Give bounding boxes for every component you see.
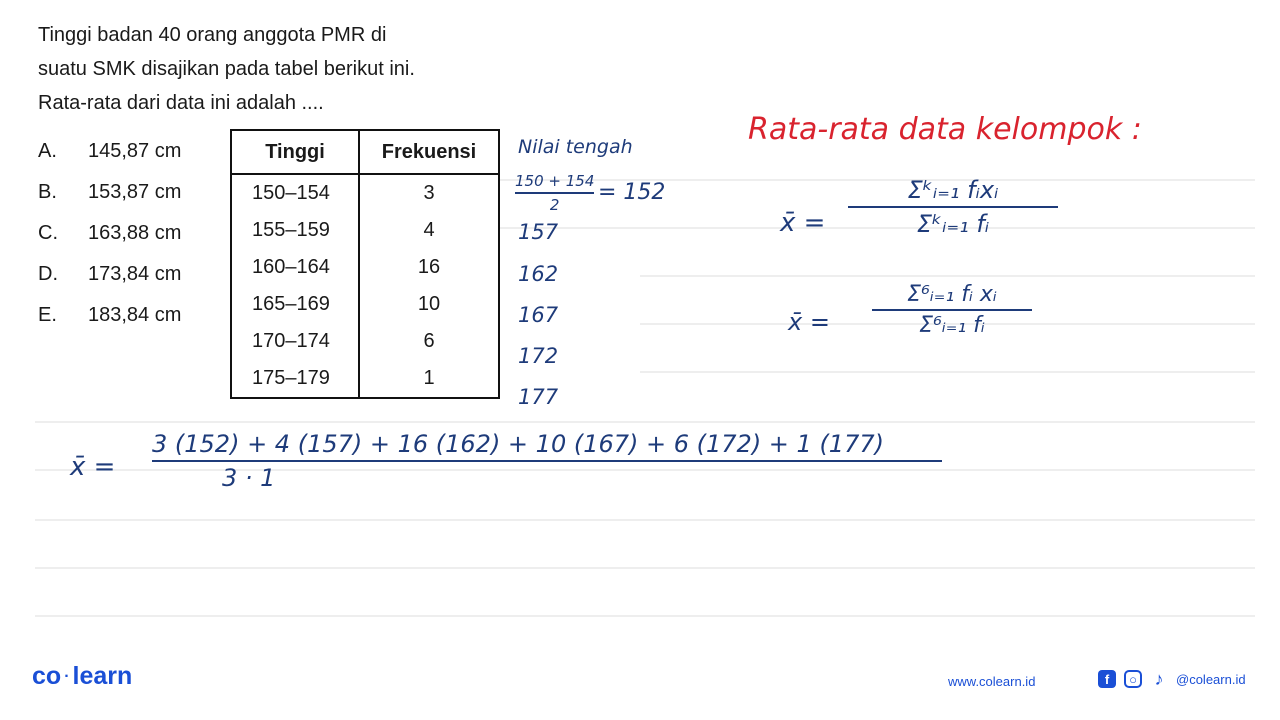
frequency-table: [230, 129, 500, 399]
midpoint-first: = 152: [598, 180, 666, 205]
table-row: 155–159 4: [231, 212, 499, 249]
tiktok-icon[interactable]: ♪: [1154, 668, 1164, 689]
table-row: 165–169 10: [231, 286, 499, 323]
option-d[interactable]: D. 173,84 cm: [38, 263, 182, 285]
calc-lhs: x̄ =: [70, 452, 116, 482]
midpoint-value: 177: [518, 385, 559, 409]
midpoint-value: 162: [518, 262, 559, 286]
table-row: 150–154 3: [231, 174, 499, 212]
question-line-1: Tinggi badan 40 orang anggota PMR di: [38, 24, 387, 46]
question-text: [38, 18, 558, 120]
midpoint-value: 157: [518, 220, 559, 244]
formula-six: Σ⁶ᵢ₌₁ fᵢ xᵢ Σ⁶ᵢ₌₁ fᵢ: [872, 282, 1032, 338]
instagram-icon[interactable]: ○: [1124, 670, 1142, 688]
header-tinggi: Tinggi: [231, 130, 359, 174]
table-row: 170–174 6: [231, 323, 499, 360]
formula-lhs-2: x̄ =: [788, 308, 830, 336]
option-a[interactable]: A. 145,87 cm: [38, 140, 182, 162]
facebook-icon[interactable]: f: [1098, 670, 1116, 688]
answer-options: [38, 131, 181, 336]
midpoint-value: 167: [518, 303, 559, 327]
social-handle: @colearn.id: [1176, 671, 1246, 687]
midpoint-fraction: 150 + 154 2: [515, 172, 595, 214]
option-c[interactable]: C. 163,88 cm: [38, 222, 182, 244]
option-b[interactable]: B. 153,87 cm: [38, 181, 182, 203]
question-line-3: Rata-rata dari data ini adalah ....: [38, 92, 324, 114]
question-line-2: suatu SMK disajikan pada tabel berikut ini.: [38, 58, 415, 80]
colearn-logo: co · learn: [32, 662, 133, 690]
midpoint-title: Nilai tengah: [518, 136, 633, 158]
calc-fraction: 3 (152) + 4 (157) + 16 (162) + 10 (167) + 6 (172) + 1 (177) 3 · 1: [152, 430, 942, 492]
formula-general: Σᵏᵢ₌₁ fᵢxᵢ Σᵏᵢ₌₁ fᵢ: [848, 176, 1058, 238]
table-row: 175–179 1: [231, 360, 499, 398]
formula-lhs: x̄ =: [780, 208, 826, 238]
website-link[interactable]: www.colearn.id: [948, 674, 1036, 689]
header-frekuensi: Frekuensi: [359, 130, 499, 174]
midpoint-value: 172: [518, 344, 559, 368]
option-e[interactable]: E. 183,84 cm: [38, 304, 182, 326]
table-row: 160–164 16: [231, 249, 499, 286]
social-links: [1098, 670, 1246, 688]
section-heading: Rata-rata data kelompok :: [748, 112, 1142, 147]
